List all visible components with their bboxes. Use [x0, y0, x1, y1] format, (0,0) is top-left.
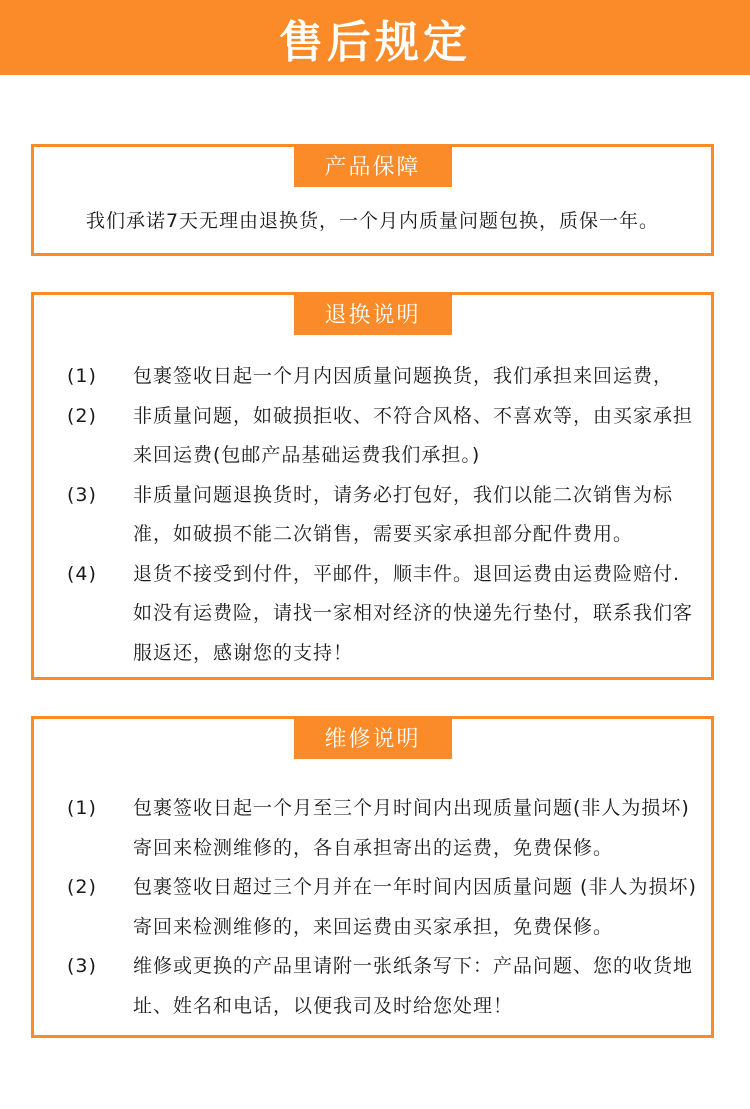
page-title: 售后规定: [279, 16, 471, 68]
repair-rule-item: [67, 947, 699, 1026]
rule-text: 包裹签收日起一个月内因质量问题换货，我们承担来回运费，: [133, 365, 674, 387]
rule-number: (4): [67, 562, 97, 585]
rule-number: (3): [67, 955, 97, 977]
return-rule-item: [67, 555, 699, 674]
rule-number: (2): [67, 404, 97, 427]
rule-text: 非质量问题退换货时，请务必打包好，我们以能二次销售为标准，如破损不能二次销售，需要买家承担部分配件费用。: [133, 483, 674, 545]
section-product-guarantee: [31, 144, 714, 256]
rule-number: (3): [67, 483, 97, 506]
return-rule-item: [67, 476, 699, 555]
rule-number: (2): [67, 876, 97, 898]
rule-text: 维修或更换的产品里请附一张纸条写下：产品问题、您的收货地址、姓名和电话，以便我司及时给您处理！: [133, 955, 694, 1017]
rule-text: 非质量问题，如破损拒收、不符合风格、不喜欢等，由买家承担来回运费(包邮产品基础运费我们承担。): [133, 404, 694, 466]
rule-number: (1): [67, 365, 97, 387]
repair-rule-item: [67, 789, 699, 868]
return-rule-item: [67, 357, 699, 397]
section-label-repair: 维修说明: [294, 716, 452, 759]
section-return-policy: [31, 292, 714, 680]
rule-text: 包裹签收日超过三个月并在一年时间内因质量问题 (非人为损坏)寄回来检测维修的，来回运费由买家承担，免费保修。: [133, 876, 697, 938]
return-rule-item: [67, 397, 699, 476]
rule-number: (1): [67, 797, 97, 819]
return-rules-list: [67, 357, 699, 673]
section-repair-policy: [31, 716, 714, 1038]
rule-text: 包裹签收日起一个月至三个月时间内出现质量问题(非人为损坏)寄回来检测维修的，各自承担寄出的运费，免费保修。: [133, 797, 690, 859]
section-label-returns: 退换说明: [294, 292, 452, 335]
repair-rules-list: [67, 789, 699, 1026]
rule-text: 退货不接受到付件，平邮件，顺丰件。退回运费由运费险赔付.如没有运费险，请找一家相对经济的快递先行垫付，联系我们客服返还，感谢您的支持！: [133, 562, 694, 664]
repair-rule-item: [67, 868, 699, 947]
header-banner: [0, 0, 750, 75]
guarantee-text: 我们承诺7天无理由退换货，一个月内质量问题包换，质保一年。: [85, 210, 660, 232]
section-label-guarantee: 产品保障: [294, 144, 452, 187]
